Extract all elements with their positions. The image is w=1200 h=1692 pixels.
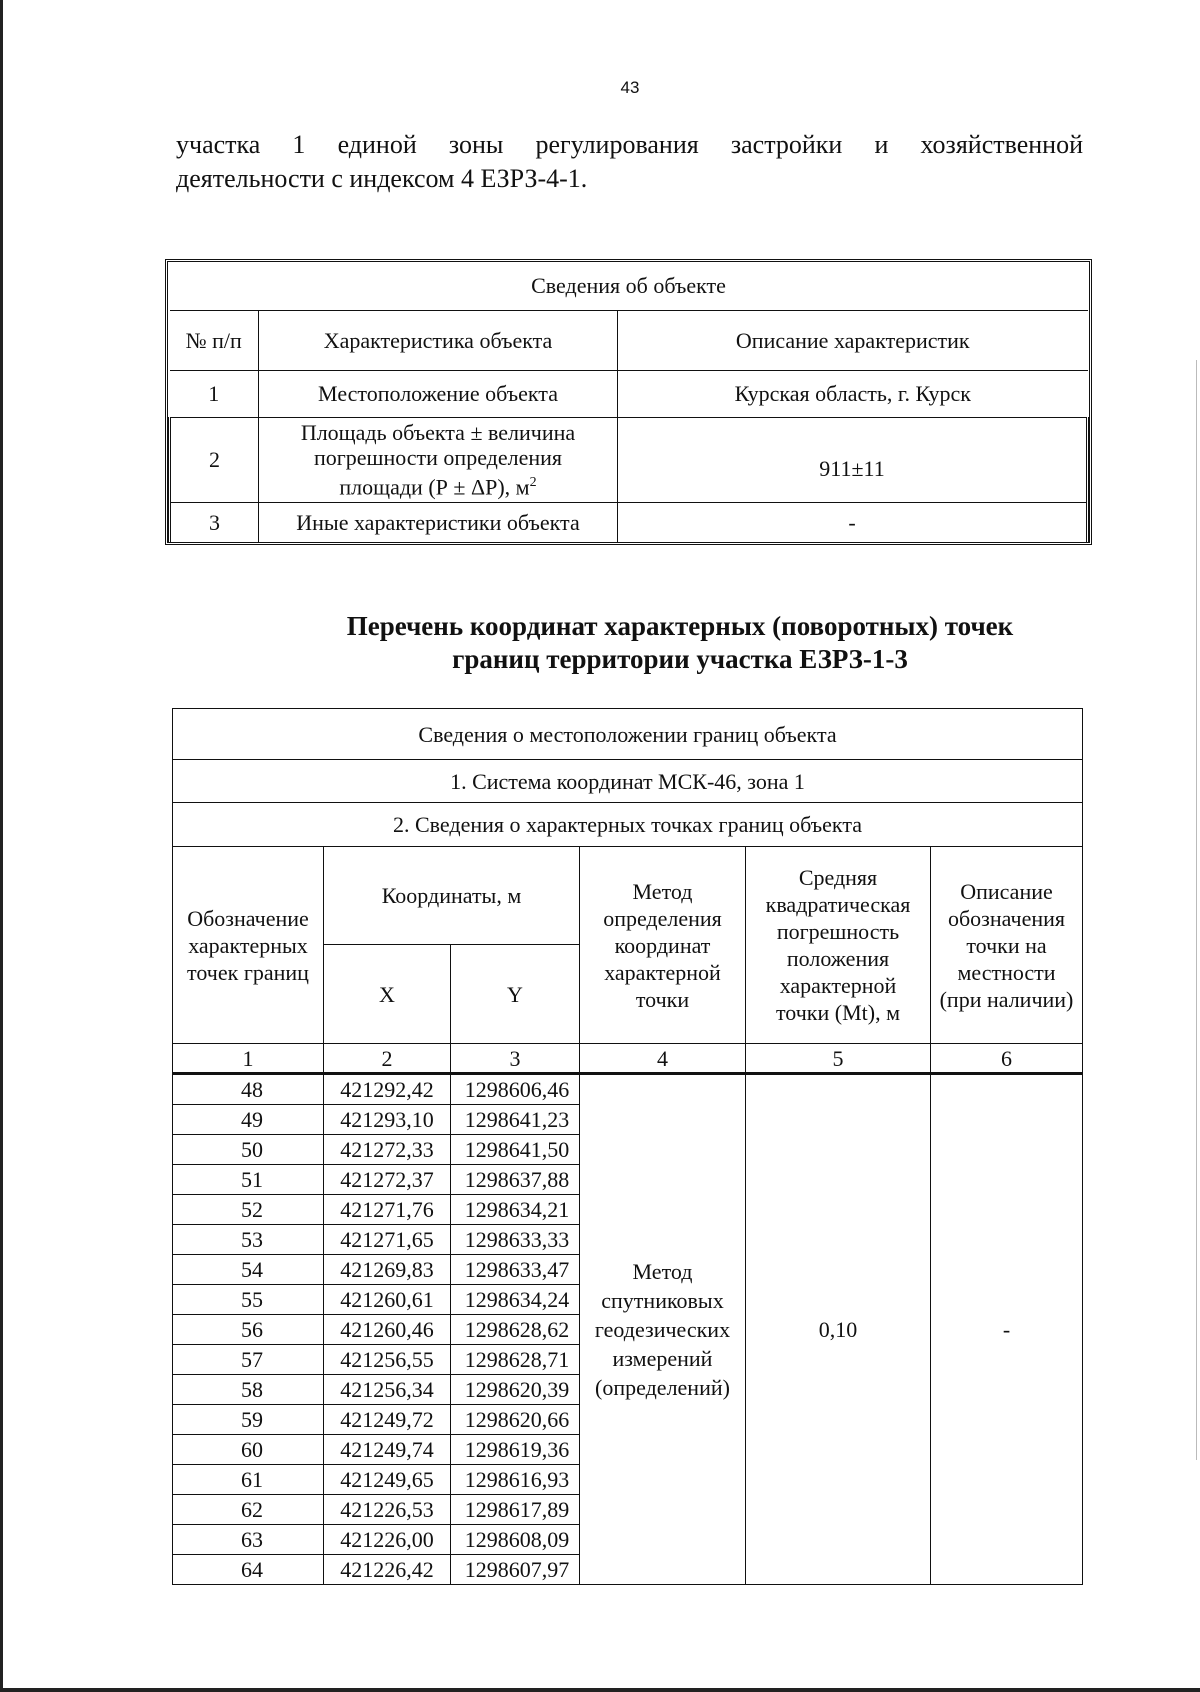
coord-x: 421249,65 bbox=[324, 1465, 451, 1495]
row-1-description: Курская область, г. Курск bbox=[618, 370, 1088, 417]
row-2-characteristic bbox=[259, 417, 618, 502]
coord-y: 1298633,33 bbox=[451, 1225, 580, 1255]
page-number: 43 bbox=[620, 78, 640, 97]
coord-y: 1298619,36 bbox=[451, 1435, 580, 1465]
row-2-char-line-2: погрешности определения bbox=[313, 444, 563, 470]
table-row bbox=[173, 1074, 1083, 1105]
coord-x: 421256,34 bbox=[324, 1375, 451, 1405]
point-id: 57 bbox=[173, 1345, 324, 1375]
coord-y: 1298620,66 bbox=[451, 1405, 580, 1435]
col-number-1: 1 bbox=[173, 1044, 324, 1074]
coord-y: 1298634,21 bbox=[451, 1195, 580, 1225]
coordinate-system: 1. Система координат МСК-46, зона 1 bbox=[173, 760, 1083, 803]
point-id: 48 bbox=[173, 1074, 324, 1105]
coord-y: 1298628,62 bbox=[451, 1315, 580, 1345]
error-header-line-1: Средняя bbox=[798, 865, 878, 890]
points-section-title: 2. Сведения о характерных точках границ объекта bbox=[173, 803, 1083, 847]
point-id: 56 bbox=[173, 1315, 324, 1345]
coord-x: 421271,76 bbox=[324, 1195, 451, 1225]
desc-header-line-5: (при наличии) bbox=[939, 986, 1074, 1012]
object-info-table bbox=[165, 259, 1092, 545]
point-header-line-2: характерных bbox=[188, 932, 308, 958]
row-3-characteristic: Иные характеристики объекта bbox=[259, 502, 618, 542]
method-value-line: геодезических bbox=[594, 1317, 731, 1342]
header-description: Описание характеристик bbox=[618, 310, 1088, 370]
area-value: 911±11 bbox=[819, 456, 885, 481]
col-number-6: 6 bbox=[931, 1044, 1083, 1074]
coord-x: 421292,42 bbox=[324, 1074, 451, 1105]
header-point-designation bbox=[173, 847, 324, 1044]
method-header-line-5: точки bbox=[635, 986, 690, 1012]
heading-line-1: Перечень координат характерных (поворотных) точек bbox=[346, 611, 1014, 641]
coordinates-table bbox=[172, 708, 1083, 1585]
coord-x: 421269,83 bbox=[324, 1255, 451, 1285]
error-header-line-4: положения bbox=[786, 946, 890, 971]
point-id: 58 bbox=[173, 1375, 324, 1405]
row-1-characteristic: Местоположение объекта bbox=[259, 370, 618, 417]
coord-y: 1298641,23 bbox=[451, 1105, 580, 1135]
col-number-4: 4 bbox=[580, 1044, 746, 1074]
header-point-description bbox=[931, 847, 1083, 1044]
section-heading bbox=[300, 610, 1060, 676]
coord-x: 421272,33 bbox=[324, 1135, 451, 1165]
coord-x: 421249,72 bbox=[324, 1405, 451, 1435]
row-2-description bbox=[618, 417, 1088, 502]
desc-header-line-2: обозначения bbox=[947, 905, 1066, 931]
coord-y: 1298608,09 bbox=[451, 1525, 580, 1555]
header-coordinates: Координаты, м bbox=[324, 847, 580, 945]
col-number-3: 3 bbox=[451, 1044, 580, 1074]
desc-header-line-1: Описание bbox=[960, 878, 1053, 904]
point-id: 62 bbox=[173, 1495, 324, 1525]
heading-line-2: границ территории участка ЕЗРЗ-1-3 bbox=[452, 644, 908, 674]
row-2-char-line-3-text: площади (Р ± ΔР), м bbox=[339, 474, 530, 500]
desc-header-line-3: точки на bbox=[966, 932, 1047, 958]
coord-y: 1298628,71 bbox=[451, 1345, 580, 1375]
coord-x: 421293,10 bbox=[324, 1105, 451, 1135]
unit-superscript: 2 bbox=[529, 474, 537, 490]
point-header-line-1: Обозначение bbox=[187, 905, 309, 931]
coord-y: 1298620,39 bbox=[451, 1375, 580, 1405]
header-method bbox=[580, 847, 746, 1044]
point-description-value: - bbox=[931, 1074, 1083, 1585]
coord-x: 421256,55 bbox=[324, 1345, 451, 1375]
point-id: 64 bbox=[173, 1555, 324, 1585]
coord-y: 1298617,89 bbox=[451, 1495, 580, 1525]
point-id: 52 bbox=[173, 1195, 324, 1225]
method-value-line: (определений) bbox=[595, 1375, 730, 1400]
intro-line-1: участка 1 единой зоны регулирования застройки и хозяйственной bbox=[176, 130, 1083, 159]
row-3-number: 3 bbox=[170, 502, 259, 542]
point-id: 50 bbox=[173, 1135, 324, 1165]
intro-paragraph bbox=[176, 128, 1083, 196]
point-id: 60 bbox=[173, 1435, 324, 1465]
header-mean-error bbox=[746, 847, 931, 1044]
col-number-2: 2 bbox=[324, 1044, 451, 1074]
col-number-5: 5 bbox=[746, 1044, 931, 1074]
scan-edge-right bbox=[1196, 360, 1197, 1460]
method-header-line-2: определения bbox=[603, 905, 722, 931]
coord-y: 1298633,47 bbox=[451, 1255, 580, 1285]
error-header-line-3: погрешность bbox=[776, 919, 900, 944]
coord-x: 421226,42 bbox=[324, 1555, 451, 1585]
header-number: № п/п bbox=[170, 310, 259, 370]
coord-y: 1298606,46 bbox=[451, 1074, 580, 1105]
error-header-line-2: квадратическая bbox=[765, 892, 911, 917]
coord-y: 1298637,88 bbox=[451, 1165, 580, 1195]
method-header-line-3: координат bbox=[614, 932, 711, 958]
scan-edge-left bbox=[0, 0, 3, 1692]
coord-x: 421249,74 bbox=[324, 1435, 451, 1465]
coord-y: 1298641,50 bbox=[451, 1135, 580, 1165]
header-x: X bbox=[324, 945, 451, 1044]
object-table-title: Сведения об объекте bbox=[170, 262, 1088, 310]
row-2-char-line-3 bbox=[259, 470, 617, 499]
coord-x: 421272,37 bbox=[324, 1165, 451, 1195]
point-id: 53 bbox=[173, 1225, 324, 1255]
error-header-line-5: характерной bbox=[779, 973, 897, 998]
point-id: 51 bbox=[173, 1165, 324, 1195]
method-value-line: спутниковых bbox=[601, 1288, 724, 1313]
point-id: 63 bbox=[173, 1525, 324, 1555]
coord-y: 1298607,97 bbox=[451, 1555, 580, 1585]
point-id: 55 bbox=[173, 1285, 324, 1315]
coord-x: 421226,53 bbox=[324, 1495, 451, 1525]
header-y: Y bbox=[451, 945, 580, 1044]
row-2-char-line-1: Площадь объекта ± величина bbox=[300, 419, 576, 445]
method-header-line-1: Метод bbox=[632, 878, 693, 904]
point-id: 59 bbox=[173, 1405, 324, 1435]
coord-x: 421260,61 bbox=[324, 1285, 451, 1315]
coord-x: 421271,65 bbox=[324, 1225, 451, 1255]
method-header-line-4: характерной bbox=[604, 959, 721, 985]
method-value-line: Метод bbox=[632, 1259, 693, 1284]
point-id: 54 bbox=[173, 1255, 324, 1285]
scan-edge-bottom bbox=[0, 1688, 1200, 1692]
coord-x: 421226,00 bbox=[324, 1525, 451, 1555]
mean-error-value: 0,10 bbox=[746, 1074, 931, 1585]
method-value bbox=[580, 1074, 746, 1585]
method-value-line: измерений bbox=[612, 1346, 713, 1371]
desc-header-line-4: местности bbox=[957, 959, 1056, 985]
coords-table-title: Сведения о местоположении границ объекта bbox=[173, 709, 1083, 760]
header-characteristic: Характеристика объекта bbox=[259, 310, 618, 370]
error-header-line-6: точки (Mt), м bbox=[775, 1000, 901, 1025]
coord-x: 421260,46 bbox=[324, 1315, 451, 1345]
row-1-number: 1 bbox=[170, 370, 259, 417]
point-header-line-3: точек границ bbox=[187, 959, 309, 985]
coord-y: 1298634,24 bbox=[451, 1285, 580, 1315]
intro-line-2: деятельности с индексом 4 ЕЗРЗ-4-1. bbox=[176, 164, 588, 193]
point-id: 61 bbox=[173, 1465, 324, 1495]
point-id: 49 bbox=[173, 1105, 324, 1135]
coord-y: 1298616,93 bbox=[451, 1465, 580, 1495]
row-2-number: 2 bbox=[170, 417, 259, 502]
row-3-description: - bbox=[618, 502, 1088, 542]
